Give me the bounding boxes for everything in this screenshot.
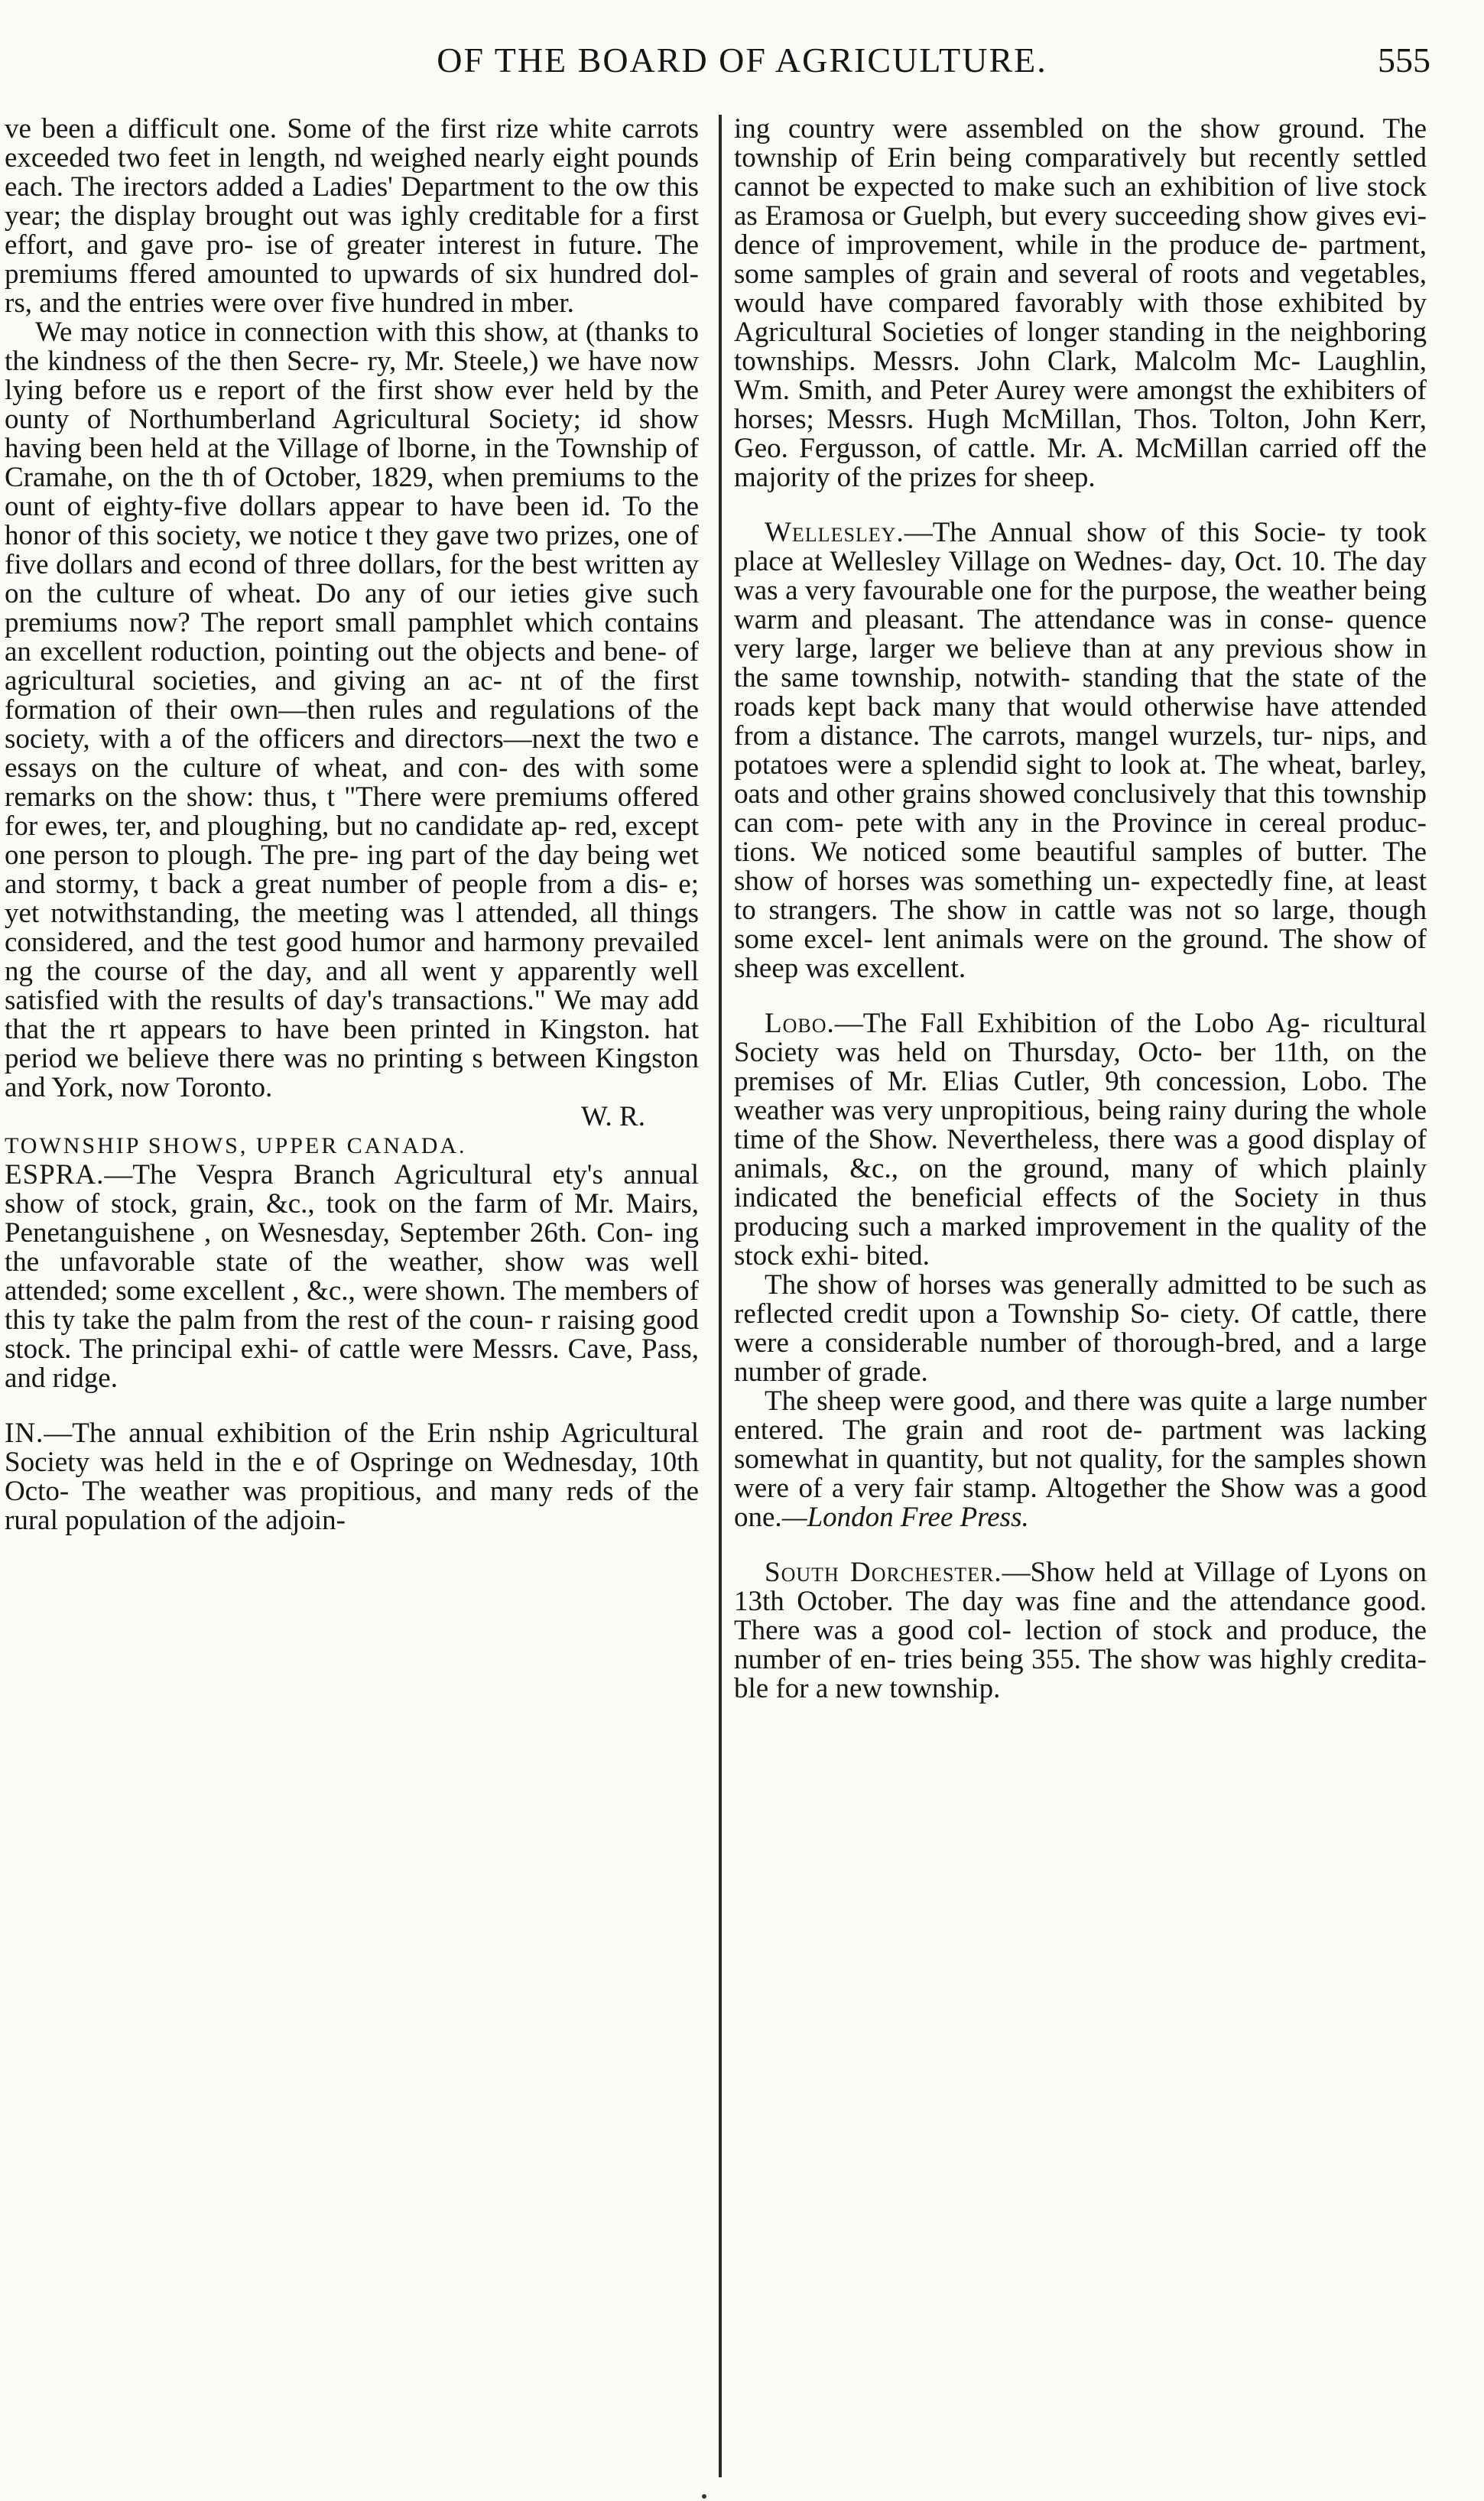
right-column — [734, 115, 1427, 2477]
dorchester-body: —Show held at Village of Lyons on 13th October. The day was fine and the attendance good. There was a good col- lection of stock and produce, the number of en- tries being 355. The show was highly credita- ble for a new township. — [734, 1557, 1427, 1704]
column-divider — [719, 115, 722, 2477]
paragraph-premiums: ve been a difficult one. Some of the first rize white carrots exceeded two feet in length, nd weighed nearly eight pounds each. The irectors added a Ladies' Department to the ow this year; the display brought out was ighly creditable for a first effort, and gave pro- ise of greater interest in future. The premiums ffered amounted to upwards of six hundred dol- rs, and the entries were over five hundred in mber. — [5, 115, 699, 319]
page-header — [0, 40, 1484, 93]
paragraph-erin-continued: ing country were assembled on the show ground. The township of Erin being comparatively but recently settled cannot be expected to make such an exhibition of live stock as Eramosa or Guelph, but every succeeding show gives evi- dence of improvement, while in the produce de- partment, some samples of grain and several of roots and vegetables, would have compared favorably with those exhibited by Agricultural Societies of longer standing in the neighboring townships. Messrs. John Clark, Malcolm Mc- Laughlin, Wm. Smith, and Peter Aurey were amongst the exhibiters of horses; Messrs. Hugh McMillan, Thos. Tolton, John Kerr, Geo. Fergusson, of cattle. Mr. A. McMillan carried off the majority of the prizes for sheep. — [734, 115, 1427, 493]
paragraph-vespra — [5, 1161, 699, 1393]
author-signature: W. R. — [581, 1101, 645, 1132]
wellesley-lead: Wellesley. — [765, 517, 904, 548]
vespra-lead: ESPRA. — [5, 1159, 105, 1190]
dorchester-lead: South Dorchester. — [765, 1557, 1002, 1588]
lobo-sheep-body: The sheep were good, and there was quite a large number entered. The grain and root de- partment was lacking somewhat in quantity, but not quality, for the samples shown were of a very fair stamp. Altogether the Show was a good one. — [734, 1385, 1427, 1533]
paragraph-wellesley — [734, 518, 1427, 983]
wellesley-body: —The Annual show of this Socie- ty took place at Wellesley Village on Wednes- day, Oct. 10. The day was a very favourable one for the purpose, the weather being warm and pleasant. The attendance was in conse- quence very large, larger we believe than at any previous show in the same township, notwith- standing that the state of the roads kept back many that would otherwise have attended from a distance. The carrots, mangel wurzels, tur- nips, and potatoes were a splendid sight to look at. The wheat, barley, oats and other grains showed conclusively that this township can com- pete with any in the Province in cereal produc- tions. We noticed some beautiful samples of butter. The show of horses was something un- expectedly fine, at least to strangers. The show in cattle was not so large, though some excel- lent animals were on the ground. The show of sheep was excellent. — [734, 517, 1427, 984]
paragraph-erin — [5, 1419, 699, 1535]
running-title: OF THE BOARD OF AGRICULTURE. — [437, 41, 1047, 80]
section-heading: TOWNSHIP SHOWS, UPPER CANADA. — [5, 1133, 467, 1158]
left-column — [5, 115, 699, 2477]
print-speck — [702, 2494, 706, 2499]
paragraph-lobo-sheep — [734, 1387, 1427, 1532]
vespra-body: —The Vespra Branch Agricultural ety's annual show of stock, grain, &c., took on the farm of Mr. Mairs, Penetanguishene , on Wesnesday, September 26th. Con- ing the unfavorable state of the weather, show was well attended; some excellent , &c., were shown. The members of this ty take the palm from the rest of the coun- r raising good stock. The principal exhi- of cattle were Messrs. Cave, Pass, and ridge. — [5, 1159, 699, 1394]
paragraph-lobo — [734, 1009, 1427, 1271]
erin-body: —The annual exhibition of the Erin nship Agricultural Society was held in the e of Ospringe on Wednesday, 10th Octo- The weather was propitious, and many reds of the rural population of the adjoin- — [5, 1418, 699, 1536]
erin-lead: IN. — [5, 1418, 44, 1449]
paragraph-lobo-horses: The show of horses was generally admitted to be such as reflected credit upon a Township So- ciety. Of cattle, there were a considerable number of thorough-bred, and a large number of grade. — [734, 1269, 1427, 1388]
paragraph-south-dorchester — [734, 1558, 1427, 1704]
page-number: 555 — [1378, 41, 1430, 80]
lobo-body: —The Fall Exhibition of the Lobo Ag- ricultural Society was held on Thursday, Octo- ber 11th, on the premises of Mr. Elias Cutler, 9th concession, Lobo. The weather was very unpropitious, being rainy during the whole time of the Show. Nevertheless, there was a good display of animals, &c., on the ground, many of which plainly indicated the beneficial effects of the Society in thus producing such a marked improvement in the quality of the stock exhi- bited. — [734, 1008, 1427, 1272]
lobo-source: —London Free Press. — [781, 1502, 1029, 1533]
paragraph-northumberland-report: We may notice in connection with this show, at (thanks to the kindness of the then Secre- ry, Mr. Steele,) we have now lying before us e report of the first show ever held by the ounty of Northumberland Agricultural Society; id show having been held at the Village of lborne, in the Township of Cramahe, on the th of October, 1829, when premiums to the ount of eighty-five dollars appear to have been id. To the honor of this society, we notice t they gave two prizes, one of five dollars and econd of three dollars, for the best written ay on the culture of wheat. Do any of our ieties give such premiums now? The report small pamphlet which contains an excellent roduction, pointing out the objects and bene- of agricultural societies, and giving an ac- nt of the first formation of their own—then rules and regulations of the society, with a of the officers and directors—next the two e essays on the culture of wheat, and con- des with some remarks on the show: thus, t "There were premiums offered for ewes, ter, and ploughing, but no candidate ap- red, except one person to plough. The pre- ing part of the day being wet and stormy, t back a great number of people from a dis- e; yet notwithstanding, the meeting was l attended, all things considered, and the test good humor and harmony prevailed ng the course of the day, and all went y apparently well satisfied with the results of day's transactions." We may add that the rt appears to have been printed in Kingston. hat period we believe there was no printing s between Kingston and York, now Toronto. — [5, 317, 699, 1103]
lobo-lead: Lobo. — [765, 1008, 835, 1039]
